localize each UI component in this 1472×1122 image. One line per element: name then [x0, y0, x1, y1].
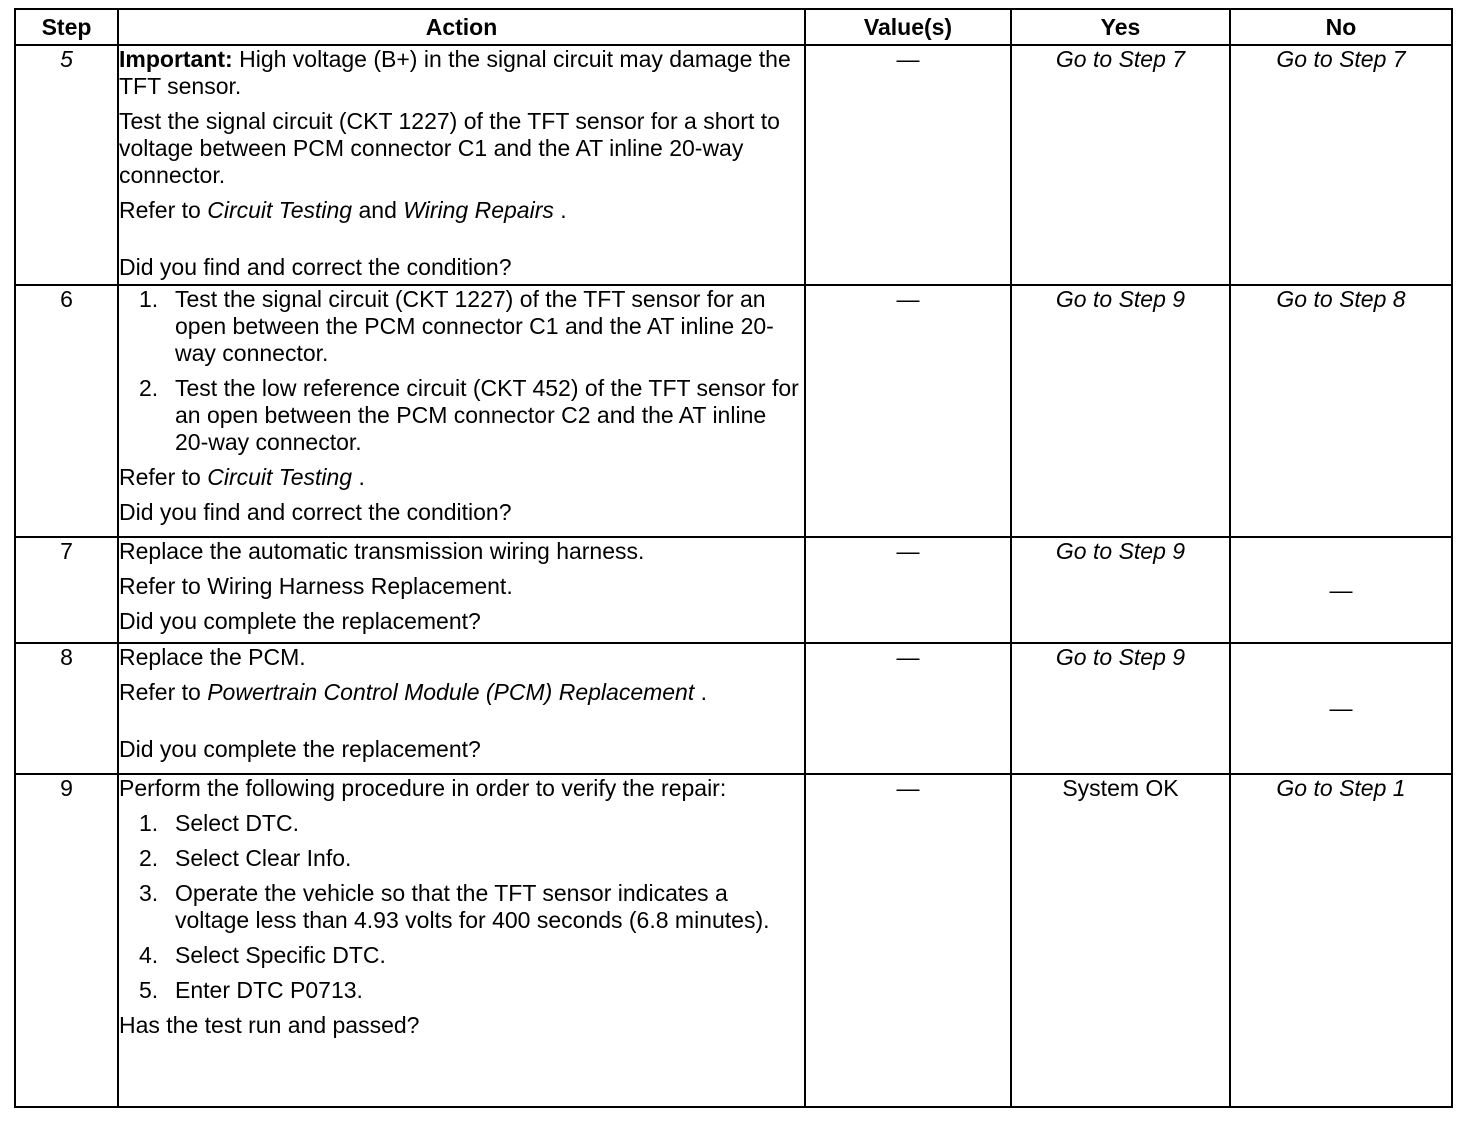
value-cell: — [805, 643, 1011, 774]
refer-line: Refer to Wiring Harness Replacement. [119, 573, 513, 599]
list-item [119, 845, 804, 872]
action-cell [118, 45, 805, 285]
important-note [119, 46, 804, 100]
list-text: Operate the vehicle so that the TFT sensor indicates a voltage less than 4.93 volts for 400 seconds (6.8 minutes). [175, 880, 770, 933]
list-item [119, 286, 804, 367]
yes-go-to-step-9-link[interactable]: Go to Step 9 [1011, 285, 1230, 537]
step-number: 5 [15, 45, 118, 285]
important-label: Important: [119, 46, 233, 72]
yes-go-to-step-9-link[interactable]: Go to Step 9 [1011, 643, 1230, 774]
list-text: Select Specific DTC. [175, 942, 386, 968]
no-value: — [1230, 537, 1452, 643]
refer-end: . [694, 679, 708, 705]
circuit-testing-link[interactable]: Circuit Testing [207, 464, 353, 490]
list-number: 1. [139, 286, 159, 312]
value-cell: — [805, 285, 1011, 537]
replace-instruction: Replace the PCM. [119, 644, 306, 670]
question: Did you complete the replacement? [119, 736, 481, 762]
list-number: 5. [139, 977, 159, 1003]
header-values: Value(s) [805, 9, 1011, 45]
procedure-list [119, 810, 804, 1004]
important-text: High voltage (B+) in the signal circuit may damage the TFT sensor. [119, 46, 791, 99]
no-go-to-step-8-link[interactable]: Go to Step 8 [1230, 285, 1452, 537]
pcm-replacement-link[interactable]: Powertrain Control Module (PCM) Replacement [207, 679, 695, 705]
header-yes: Yes [1011, 9, 1230, 45]
list-number: 3. [139, 880, 159, 906]
table-row-step-7 [15, 537, 1452, 643]
no-value: — [1230, 643, 1452, 774]
list-item [119, 810, 804, 837]
refer-prefix: Refer to [119, 464, 208, 490]
action-cell [118, 285, 805, 537]
yes-go-to-step-9-link[interactable]: Go to Step 9 [1011, 537, 1230, 643]
diagnostic-table [14, 8, 1453, 1108]
table-row-step-9 [15, 774, 1452, 1107]
list-text: Select Clear Info. [175, 845, 352, 871]
yes-system-ok: System OK [1011, 774, 1230, 1107]
refer-end: . [352, 464, 365, 490]
table-row-step-5 [15, 45, 1452, 285]
step-number: 7 [15, 537, 118, 643]
list-text: Test the signal circuit (CKT 1227) of the TFT sensor for an open between the PCM connector C1 and the AT inline 20-way connector. [175, 286, 774, 366]
list-item [119, 942, 804, 969]
yes-go-to-step-7-link[interactable]: Go to Step 7 [1011, 45, 1230, 285]
value-cell: — [805, 537, 1011, 643]
list-text: Test the low reference circuit (CKT 452) of the TFT sensor for an open between the PCM connector C2 and the AT inline 20-way connector. [175, 375, 799, 455]
header-no: No [1230, 9, 1452, 45]
action-cell [118, 774, 805, 1107]
value-cell: — [805, 45, 1011, 285]
question: Did you find and correct the condition? [119, 254, 512, 280]
refer-prefix: Refer to [119, 679, 208, 705]
question: Did you find and correct the condition? [119, 499, 512, 525]
question: Has the test run and passed? [119, 1012, 420, 1038]
table-row-step-8 [15, 643, 1452, 774]
refer-line [119, 464, 804, 491]
list-text: Enter DTC P0713. [175, 977, 363, 1003]
circuit-testing-link[interactable]: Circuit Testing [207, 197, 353, 223]
list-number: 4. [139, 942, 159, 968]
table-row-step-6 [15, 285, 1452, 537]
test-instruction: Test the signal circuit (CKT 1227) of the TFT sensor for a short to voltage between PCM connector C1 and the AT inline 20-way connector. [119, 108, 780, 188]
replace-instruction: Replace the automatic transmission wiring harness. [119, 538, 645, 564]
no-go-to-step-7-link[interactable]: Go to Step 7 [1230, 45, 1452, 285]
procedure-list [119, 286, 804, 456]
refer-line [119, 679, 804, 706]
refer-line [119, 197, 804, 224]
action-cell [118, 537, 805, 643]
question: Did you complete the replacement? [119, 608, 481, 634]
header-action: Action [118, 9, 805, 45]
step-number: 6 [15, 285, 118, 537]
list-number: 1. [139, 810, 159, 836]
refer-and: and [352, 197, 404, 223]
list-item [119, 977, 804, 1004]
list-number: 2. [139, 375, 159, 401]
step-number: 8 [15, 643, 118, 774]
step-number: 9 [15, 774, 118, 1107]
header-step: Step [15, 9, 118, 45]
list-number: 2. [139, 845, 159, 871]
header-row [15, 9, 1452, 45]
refer-prefix: Refer to [119, 197, 208, 223]
list-item [119, 880, 804, 934]
no-go-to-step-1-link[interactable]: Go to Step 1 [1230, 774, 1452, 1107]
procedure-intro: Perform the following procedure in order to verify the repair: [119, 775, 727, 801]
value-cell: — [805, 774, 1011, 1107]
wiring-repairs-link[interactable]: Wiring Repairs [403, 197, 554, 223]
list-text: Select DTC. [175, 810, 299, 836]
refer-end: . [553, 197, 567, 223]
list-item [119, 375, 804, 456]
action-cell [118, 643, 805, 774]
